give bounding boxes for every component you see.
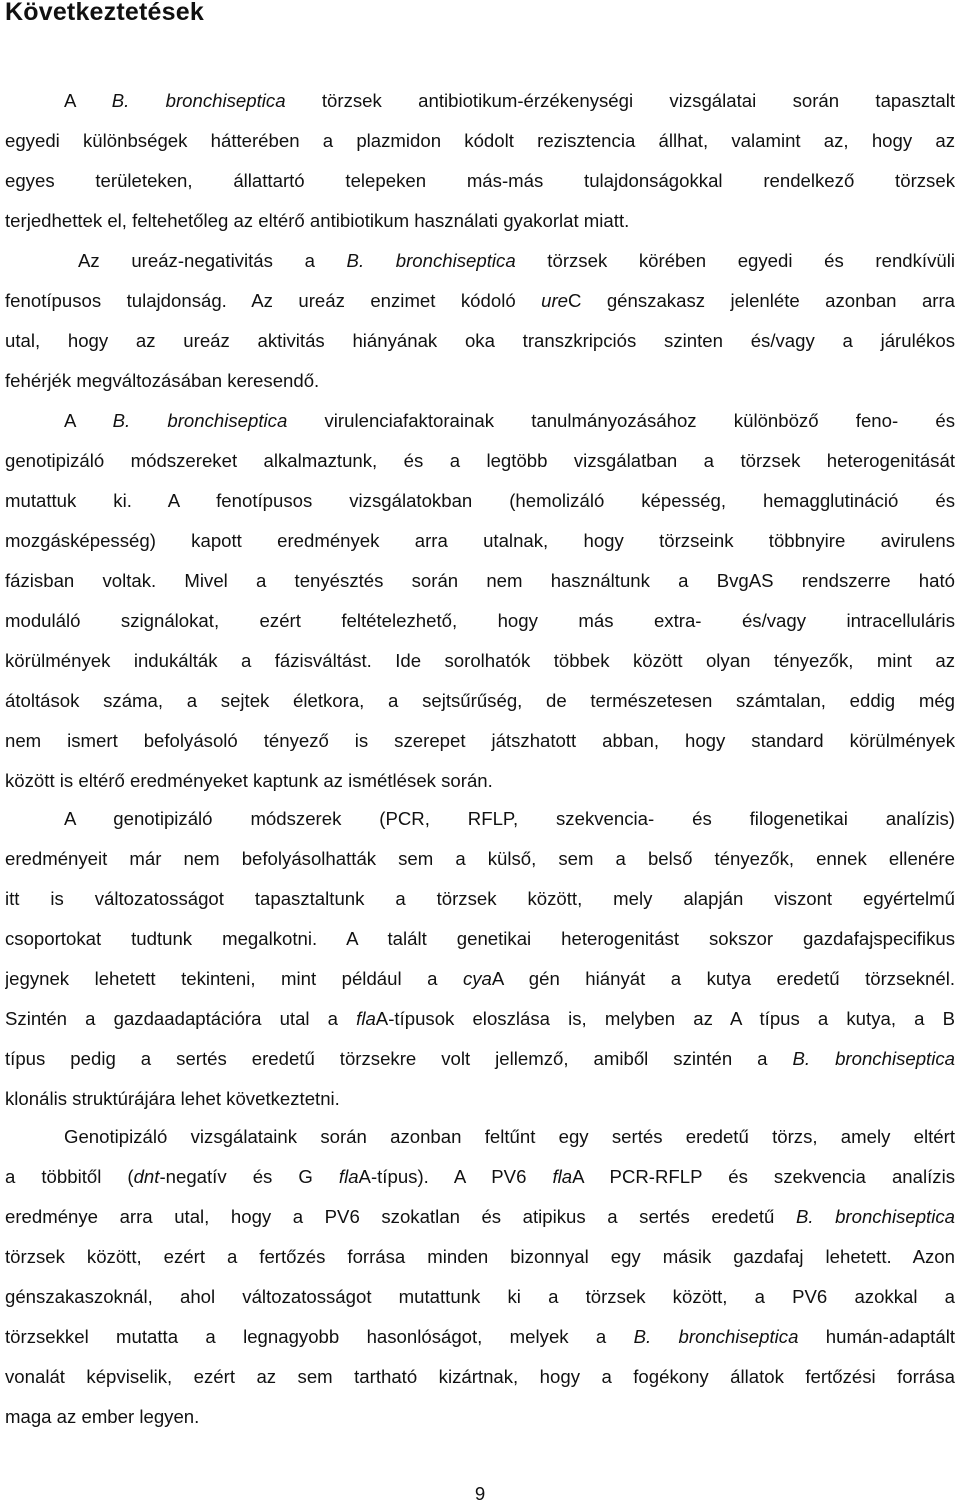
italic-term: B. xyxy=(112,410,131,431)
paragraph-line: terjedhettek el, feltehetőleg az eltérő antibiotikum használati gyakorlat miatt. xyxy=(5,210,630,231)
paragraph-line: körülmények indukálták a fázisváltást. Ide sorolhatók többek között olyan tényezők, mint az xyxy=(5,650,955,671)
italic-term: B. xyxy=(795,1206,814,1227)
italic-term: ure xyxy=(541,290,568,311)
paragraph-urease-negativity xyxy=(5,241,955,401)
italic-term: bronchiseptica xyxy=(835,1206,955,1227)
paragraph-line xyxy=(5,1197,955,1237)
text-segment: A B. bronchiseptica virulenciafaktorainak tanulmányozásához különböző feno- és xyxy=(64,410,955,431)
italic-term: B. xyxy=(111,90,130,111)
paragraph-line xyxy=(5,1157,955,1197)
paragraph-line: genotipizáló módszereket alkalmaztunk, és a legtöbb vizsgálatban a törzsek heterogenitását xyxy=(5,450,955,471)
text-segment: Szintén a gazdaadaptációra utal a flaA-típusok eloszlása is, melyben az A típus a kutya, a B xyxy=(5,1008,955,1029)
paragraph-virulence-factors xyxy=(5,401,955,801)
page-number: 9 xyxy=(474,1483,486,1504)
paragraph-antibiotic-sensitivity xyxy=(5,81,955,241)
paragraph-line: egyedi különbségek hátterében a plazmidon kódolt rezisztencia állhat, valamint az, hogy az xyxy=(5,130,955,151)
text-segment: a többitől (dnt-negatív és G flaA-típus). A PV6 flaA PCR-RFLP és szekvencia analízis xyxy=(5,1166,955,1187)
paragraph-line: vonalát képviselik, ezért az sem tartható kizártnak, hogy a fogékony állatok fertőzési forrása xyxy=(5,1366,955,1387)
text-segment: eredménye arra utal, hogy a PV6 szokatlan és atipikus a sertés eredetű B. bronchiseptica xyxy=(5,1206,955,1227)
paragraph-line: maga az ember legyen. xyxy=(5,1406,200,1427)
paragraph-line: mutattuk ki. A fenotípusos vizsgálatokban (hemolizáló képesség, hemagglutináció és xyxy=(5,490,955,511)
paragraph-line xyxy=(5,281,955,321)
italic-term: bronchiseptica xyxy=(835,1048,955,1069)
paragraph-genotyping-methods xyxy=(5,799,955,1119)
paragraph-line: átoltások száma, a sejtek életkora, a sejtsűrűség, de természetesen számtalan, eddig még xyxy=(5,690,955,711)
paragraph-line: moduláló szignálokat, ezért feltételezhető, hogy más extra- és/vagy intracelluláris xyxy=(5,610,955,631)
paragraph-line: között is eltérő eredményeket kaptunk az ismétlések során. xyxy=(5,770,493,791)
paragraph-line: egyes területeken, állattartó telepeken más-más tulajdonságokkal rendelkező törzsek xyxy=(5,170,955,191)
paragraph-line: eredményeit már nem befolyásolhatták sem a külső, sem a belső tényezők, ennek ellenére xyxy=(5,848,955,869)
paragraph-pv6-strain xyxy=(5,1117,955,1437)
section-heading: Következtetések xyxy=(5,0,204,26)
paragraph-line: utal, hogy az ureáz aktivitás hiányának oka transzkripciós szinten és/vagy a járulékos xyxy=(5,330,955,351)
paragraph-line: csoportokat tudtunk megalkotni. A talált genetikai heterogenitást sokszor gazdafajspecifikus xyxy=(5,928,955,949)
italic-term: bronchiseptica xyxy=(395,250,516,271)
paragraph-line: klonális struktúrájára lehet következtetni. xyxy=(5,1088,340,1109)
italic-term: B. xyxy=(792,1048,811,1069)
text-segment: A B. bronchiseptica törzsek antibiotikum-érzékenységi vizsgálatai során tapasztalt xyxy=(64,90,955,111)
paragraph-line: itt is változatosságot tapasztaltunk a törzsek között, mely alapján viszont egyértelmű xyxy=(5,888,955,909)
italic-term: bronchiseptica xyxy=(167,410,288,431)
italic-term: dnt xyxy=(133,1166,160,1187)
paragraph-line xyxy=(5,1317,955,1357)
paragraph-line: Genotipizáló vizsgálataink során azonban feltűnt egy sertés eredetű törzs, amely eltért xyxy=(64,1126,955,1147)
italic-term: fla xyxy=(552,1166,573,1187)
paragraph-line: fázisban voltak. Mivel a tenyésztés során nem használtunk a BvgAS rendszerre ható xyxy=(5,570,955,591)
text-segment: Az ureáz-negativitás a B. bronchiseptica törzsek körében egyedi és rendkívüli xyxy=(78,250,955,271)
italic-term: bronchiseptica xyxy=(165,90,286,111)
italic-term: B. xyxy=(633,1326,652,1347)
text-segment: jegynek lehetett tekinteni, mint például a cyaA gén hiányát a kutya eredetű törzseknél. xyxy=(5,968,955,989)
paragraph-line xyxy=(5,81,955,121)
paragraph-line xyxy=(5,959,955,999)
text-segment: törzsekkel mutatta a legnagyobb hasonlóságot, melyek a B. bronchiseptica humán-adaptált xyxy=(5,1326,955,1347)
paragraph-line: fehérjék megváltozásában keresendő. xyxy=(5,370,320,391)
text-segment: típus pedig a sertés eredetű törzsekre volt jellemző, amiből szintén a B. bronchiseptica xyxy=(5,1048,955,1069)
italic-term: fla xyxy=(356,1008,376,1029)
paragraph-line xyxy=(5,401,955,441)
italic-term: bronchiseptica xyxy=(678,1326,799,1347)
paragraph-line xyxy=(5,999,955,1039)
italic-term: B. xyxy=(346,250,365,271)
paragraph-line xyxy=(5,241,955,281)
italic-term: fla xyxy=(338,1166,359,1187)
text-segment: fenotípusos tulajdonság. Az ureáz enzimet kódoló ureC génszakasz jelenléte azonban arra xyxy=(5,290,955,311)
paragraph-line: nem ismert befolyásoló tényező is szerepet játszhatott abban, hogy standard körülmények xyxy=(5,730,955,751)
italic-term: cya xyxy=(462,968,492,989)
paragraph-line: törzsek között, ezért a fertőzés forrása minden bizonnyal egy másik gazdafaj lehetett. Azon xyxy=(5,1246,955,1267)
paragraph-line: génszakaszoknál, ahol változatosságot mutattunk ki a törzsek között, a PV6 azokkal a xyxy=(5,1286,955,1307)
paragraph-line: A genotipizáló módszerek (PCR, RFLP, szekvencia- és filogenetikai analízis) xyxy=(64,808,955,829)
paragraph-line: mozgásképesség) kapott eredmények arra utalnak, hogy törzseink többnyire avirulens xyxy=(5,530,955,551)
paragraph-line xyxy=(5,1039,955,1079)
